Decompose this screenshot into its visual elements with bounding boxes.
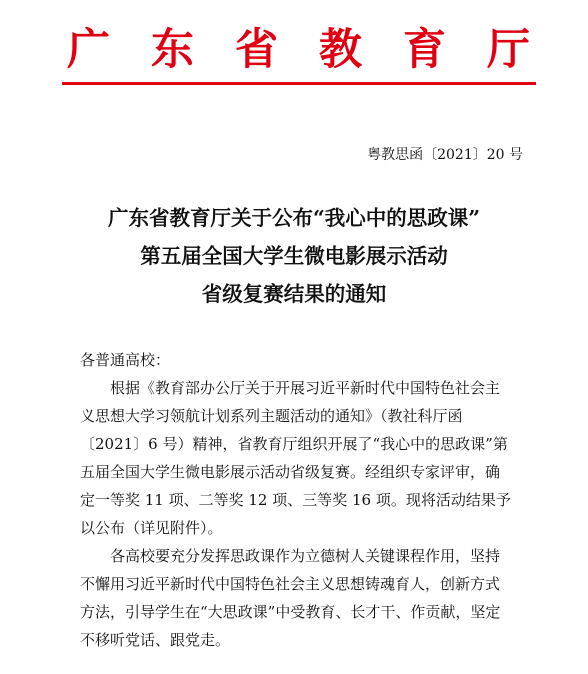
paragraph-line: 〔2021〕6 号）精神，省教育厅组织开展了“我心中的思政课”第 <box>80 435 508 453</box>
paragraph-line: 不懈用习近平新时代中国特色社会主义思想铸魂育人，创新方式 <box>80 575 501 593</box>
masthead-char: 教 <box>319 25 362 75</box>
paragraph-line: 不移听党话、跟党走。 <box>80 631 231 649</box>
paragraph-line: 义思想大学习领航计划系列主题活动的通知》（教社科厅函 <box>80 407 463 425</box>
paragraph-line: 各高校要充分发挥思政课作为立德树人关键课程作用，坚持 <box>110 547 501 565</box>
paragraph-line: 定一等奖 11 项、二等奖 12 项、三等奖 16 项。现将活动结果予 <box>80 491 511 509</box>
title-line: 第五届全国大学生微电影展示活动 <box>140 244 448 268</box>
title-line: 广东省教育厅关于公布“我心中的思政课” <box>107 206 481 230</box>
paragraph-line: 方法，引导学生在“大思政课”中受教育、长才干、作贡献，坚定 <box>80 603 501 621</box>
masthead-char: 东 <box>151 25 194 75</box>
masthead-char: 厅 <box>487 25 530 75</box>
masthead <box>0 26 588 74</box>
masthead-char: 育 <box>403 25 446 75</box>
paragraph-line: 根据《教育部办公厅关于开展习近平新时代中国特色社会主 <box>110 379 501 397</box>
salutation: 各普通高校： <box>80 351 171 369</box>
masthead-char: 省 <box>235 25 278 75</box>
document-number: 粤教思函〔2021〕20 号 <box>367 147 523 163</box>
title-line: 省级复赛结果的通知 <box>201 282 387 306</box>
masthead-char: 广 <box>67 25 110 75</box>
paragraph-line: 五届全国大学生微电影展示活动省级复赛。经组织专家评审，确 <box>80 463 501 481</box>
paragraph-line: 以公布（详见附件）。 <box>80 519 223 537</box>
red-divider <box>62 82 536 85</box>
